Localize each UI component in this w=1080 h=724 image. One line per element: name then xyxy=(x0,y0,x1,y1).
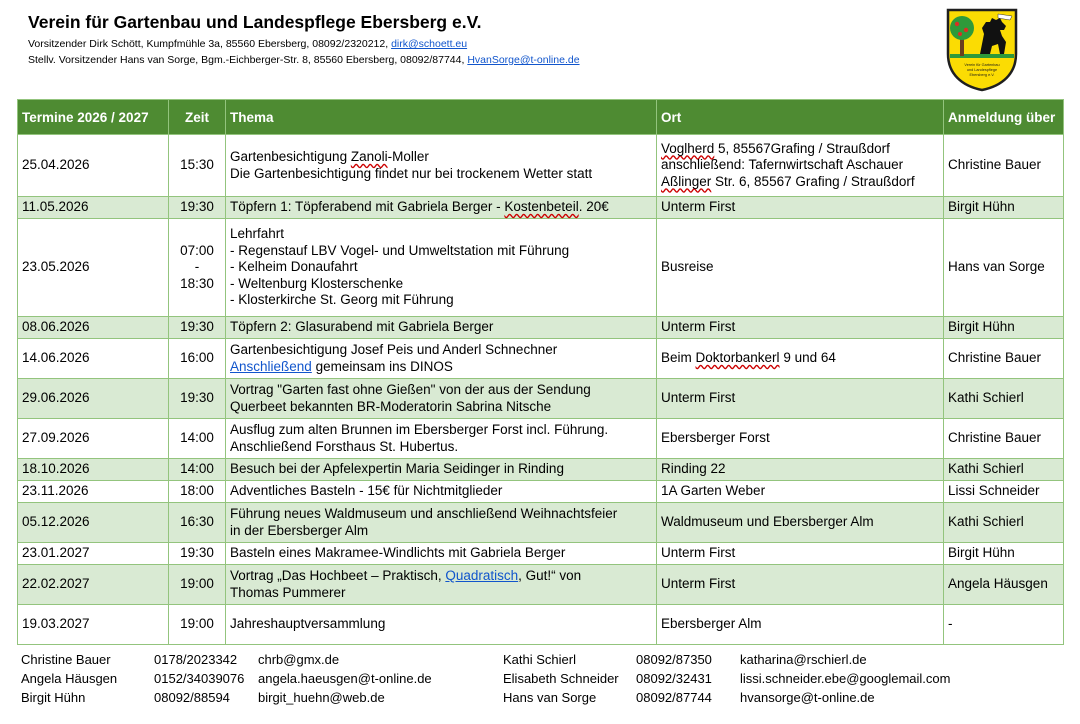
thema-segment: Töpfern 1: Töpferabend mit Gabriela Berger - xyxy=(230,199,505,215)
contact-name: Birgit Hühn xyxy=(21,690,86,705)
ort-segment: Aßlinger xyxy=(661,173,712,189)
ort-segment: Unterm First xyxy=(661,390,736,406)
table-row xyxy=(18,543,1064,565)
contact-phone: 08092/87350 xyxy=(636,652,712,667)
event-time: 15:30 xyxy=(169,135,226,197)
table-row xyxy=(18,459,1064,481)
table-row xyxy=(18,605,1064,645)
page-title: Verein für Gartenbau und Landespflege Ebersberg e.V. xyxy=(28,12,482,32)
ort-segment: Str. 6, 85567 Grafing / Straußdorf xyxy=(711,173,915,189)
thema-segment: Basteln eines Makramee-Windlichts mit Gabriela Berger xyxy=(230,545,566,561)
table-row xyxy=(18,339,1064,379)
header-time: Zeit xyxy=(169,100,226,135)
table-row xyxy=(18,317,1064,339)
event-topic xyxy=(226,543,657,565)
event-date: 11.05.2026 xyxy=(18,197,169,219)
thema-segment: Vortrag „Das Hochbeet – Praktisch, xyxy=(230,568,446,583)
event-date: 23.05.2026 xyxy=(18,219,169,317)
logo-apple-1 xyxy=(955,22,959,26)
event-topic xyxy=(226,379,657,419)
event-registration: Christine Bauer xyxy=(944,419,1064,459)
event-time: 19:30 xyxy=(169,379,226,419)
table-row xyxy=(18,565,1064,605)
contact-email[interactable]: lissi.schneider.ebe@googlemail.com xyxy=(740,671,951,686)
event-date: 14.06.2026 xyxy=(18,339,169,379)
thema-segment: gemeinsam ins DINOS xyxy=(311,358,453,374)
event-date: 22.02.2027 xyxy=(18,565,169,605)
logo-caption-line: Verein für Gartenbau xyxy=(964,63,1000,67)
thema-segment: Zanoli xyxy=(350,149,388,164)
event-topic xyxy=(226,419,657,459)
thema-segment: Jahreshauptversammlung xyxy=(230,616,386,632)
logo-apple-3 xyxy=(958,32,962,36)
thema-segment: Führung neues Waldmuseum und anschließend Weihnachtsfeier in der Ebersberger Alm xyxy=(230,506,618,538)
event-location xyxy=(657,543,944,565)
ort-segment: Ebersberger Alm xyxy=(661,616,762,632)
contact-name: Christine Bauer xyxy=(21,652,111,667)
ort-segment: Doktorbankerl xyxy=(695,350,780,366)
table-row xyxy=(18,379,1064,419)
event-time: 16:30 xyxy=(169,503,226,543)
header-topic: Thema xyxy=(226,100,657,135)
logo-caption-line: Ebersberg e.V. xyxy=(969,73,995,77)
ort-segment: 9 und 64 xyxy=(779,350,836,366)
contact-email[interactable]: katharina@rschierl.de xyxy=(740,652,867,667)
thema-segment[interactable]: Quadratisch xyxy=(445,568,519,583)
contact-phone: 0152/34039076 xyxy=(154,671,245,686)
ort-segment: Busreise xyxy=(661,259,714,275)
ort-segment: Voglherd xyxy=(661,140,715,156)
events-table xyxy=(17,99,1064,645)
contact-phone: 08092/32431 xyxy=(636,671,712,686)
contact-phone: 08092/87744 xyxy=(636,690,712,705)
event-time: 07:00 - 18:30 xyxy=(169,219,226,317)
chairman-line xyxy=(28,38,467,50)
event-date: 08.06.2026 xyxy=(18,317,169,339)
event-topic xyxy=(226,481,657,503)
ort-segment: Unterm First xyxy=(661,576,736,592)
thema-segment[interactable]: Anschließend xyxy=(230,358,312,374)
ort-segment: Waldmuseum und Ebersberger Alm xyxy=(661,514,874,530)
event-topic xyxy=(226,605,657,645)
table-header-row xyxy=(18,100,1064,135)
event-registration: Birgit Hühn xyxy=(944,197,1064,219)
chairman-email-link[interactable]: dirk@schoett.eu xyxy=(391,38,468,50)
event-date: 19.03.2027 xyxy=(18,605,169,645)
event-time: 14:00 xyxy=(169,419,226,459)
contact-name: Elisabeth Schneider xyxy=(503,671,619,686)
contact-name: Angela Häusgen xyxy=(21,671,118,686)
vice-chairman-email-link[interactable]: HvanSorge@t-online.de xyxy=(467,54,580,66)
thema-segment: Gartenbesichtigung xyxy=(230,149,351,164)
event-time: 19:00 xyxy=(169,605,226,645)
event-location xyxy=(657,419,944,459)
event-location xyxy=(657,197,944,219)
ort-segment: 5, 85567Grafing / Straußdorf anschließend: Tafernwirtschaft Aschauer xyxy=(661,140,904,173)
thema-segment: Ausflug zum alten Brunnen im Ebersberger Forst incl. Führung. Anschließend Forsthaus St. Hubertus. xyxy=(230,422,609,454)
event-date: 23.01.2027 xyxy=(18,543,169,565)
event-time: 14:00 xyxy=(169,459,226,481)
event-registration: Christine Bauer xyxy=(944,339,1064,379)
event-location xyxy=(657,481,944,503)
event-time: 18:00 xyxy=(169,481,226,503)
table-row xyxy=(18,419,1064,459)
event-registration: Lissi Schneider xyxy=(944,481,1064,503)
ort-segment: 1A Garten Weber xyxy=(661,483,766,499)
contact-phone: 08092/88594 xyxy=(154,690,230,705)
event-date: 25.04.2026 xyxy=(18,135,169,197)
event-location xyxy=(657,379,944,419)
table-row xyxy=(18,219,1064,317)
ort-segment: Beim xyxy=(661,350,696,366)
logo-caption xyxy=(964,63,999,77)
event-location xyxy=(657,339,944,379)
event-location xyxy=(657,565,944,605)
contact-email[interactable]: chrb@gmx.de xyxy=(258,652,340,667)
thema-segment: Vortrag "Garten fast ohne Gießen" von der aus der Sendung Querbeet bekannten BR-Moderatorin Sabrina Nitsche xyxy=(230,382,591,414)
contact-email[interactable]: angela.haeusgen@t-online.de xyxy=(258,671,432,686)
event-time: 19:30 xyxy=(169,543,226,565)
thema-segment: . 20€ xyxy=(578,199,609,215)
ort-segment: Ebersberger Forst xyxy=(661,430,770,446)
event-topic xyxy=(226,219,657,317)
logo-ground xyxy=(950,54,1014,58)
vice-chairman-line xyxy=(28,54,580,66)
event-registration: Hans van Sorge xyxy=(944,219,1064,317)
thema-segment: , Gut!“ von Thomas Pummerer xyxy=(230,568,582,600)
logo-caption-line: und Landespflege xyxy=(966,68,998,72)
event-date: 27.09.2026 xyxy=(18,419,169,459)
ort-segment: Rinding 22 xyxy=(661,461,726,477)
thema-segment: Adventliches Basteln - 15€ für Nichtmitglieder xyxy=(230,483,503,499)
event-registration: Kathi Schierl xyxy=(944,379,1064,419)
event-registration: Christine Bauer xyxy=(944,135,1064,197)
ort-segment: Unterm First xyxy=(661,545,736,561)
header-registration: Anmeldung über xyxy=(944,100,1064,135)
event-topic xyxy=(226,197,657,219)
event-topic xyxy=(226,503,657,543)
club-logo xyxy=(946,8,1018,92)
logo-apple-2 xyxy=(964,28,968,32)
event-registration: Birgit Hühn xyxy=(944,543,1064,565)
table-row xyxy=(18,197,1064,219)
event-location xyxy=(657,605,944,645)
ort-segment: Unterm First xyxy=(661,319,736,335)
chairman-text: Vorsitzender Dirk Schött, Kumpfmühle 3a, 85560 Ebersberg, 08092/2320212, xyxy=(28,38,392,50)
event-registration: Kathi Schierl xyxy=(944,459,1064,481)
event-time: 19:30 xyxy=(169,317,226,339)
event-registration: Kathi Schierl xyxy=(944,503,1064,543)
event-time: 19:30 xyxy=(169,197,226,219)
ort-segment: Unterm First xyxy=(661,199,736,215)
event-topic xyxy=(226,459,657,481)
thema-segment: Lehrfahrt - Regenstauf LBV Vogel- und Umweltstation mit Führung - Kelheim Donaufahrt - Weltenburg Klosterschenke - Klosterkirche St. Georg mit Führung xyxy=(230,226,570,308)
event-date: 29.06.2026 xyxy=(18,379,169,419)
event-registration: Birgit Hühn xyxy=(944,317,1064,339)
thema-segment: Gartenbesichtigung Josef Peis und Anderl Schnechner xyxy=(230,342,558,357)
event-time: 16:00 xyxy=(169,339,226,379)
logo-tree-crown xyxy=(950,16,974,40)
event-location xyxy=(657,459,944,481)
contact-name: Hans van Sorge xyxy=(503,690,597,705)
contact-email[interactable]: birgit_huehn@web.de xyxy=(258,690,385,705)
event-topic xyxy=(226,135,657,197)
thema-segment: Besuch bei der Apfelexpertin Maria Seidinger in Rinding xyxy=(230,461,564,477)
contact-name: Kathi Schierl xyxy=(503,652,576,667)
thema-segment: Töpfern 2: Glasurabend mit Gabriela Berger xyxy=(230,319,494,335)
header-date: Termine 2026 / 2027 xyxy=(18,100,169,135)
event-time: 19:00 xyxy=(169,565,226,605)
event-registration: Angela Häusgen xyxy=(944,565,1064,605)
table-row xyxy=(18,481,1064,503)
event-location xyxy=(657,317,944,339)
contact-email[interactable]: hvansorge@t-online.de xyxy=(740,690,875,705)
event-topic xyxy=(226,317,657,339)
event-location xyxy=(657,219,944,317)
thema-segment: -Moller Die Gartenbesichtigung findet nur bei trockenem Wetter statt xyxy=(230,149,593,181)
event-date: 23.11.2026 xyxy=(18,481,169,503)
header-location: Ort xyxy=(657,100,944,135)
event-topic xyxy=(226,565,657,605)
vice-chairman-text: Stellv. Vorsitzender Hans van Sorge, Bgm.-Eichberger-Str. 8, 85560 Ebersberg, 08092/87744, xyxy=(28,54,468,66)
table-row xyxy=(18,503,1064,543)
event-date: 18.10.2026 xyxy=(18,459,169,481)
thema-segment: Kostenbeteil xyxy=(504,199,579,215)
table-row xyxy=(18,135,1064,197)
event-registration: - xyxy=(944,605,1064,645)
event-date: 05.12.2026 xyxy=(18,503,169,543)
event-location xyxy=(657,503,944,543)
contact-phone: 0178/2023342 xyxy=(154,652,238,667)
event-topic xyxy=(226,339,657,379)
event-location xyxy=(657,135,944,197)
